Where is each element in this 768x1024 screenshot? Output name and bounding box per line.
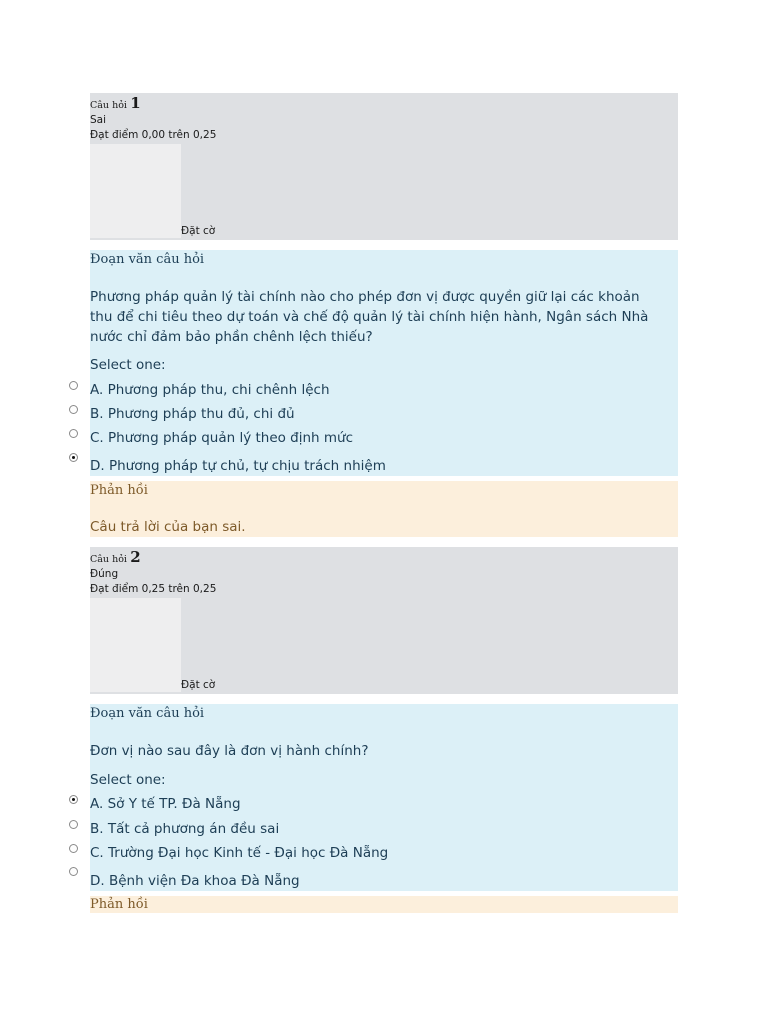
answer-radio-selected[interactable] xyxy=(69,795,78,804)
question-text: Đơn vị nào sau đây là đơn vị hành chính? xyxy=(90,743,369,759)
flag-question-link[interactable]: Đặt cờ xyxy=(181,679,216,691)
question-text-heading: Đoạn văn câu hỏi xyxy=(90,706,205,721)
question-text-heading: Đoạn văn câu hỏi xyxy=(90,252,205,267)
question-formulation-1 xyxy=(90,250,678,476)
select-one-prompt: Select one: xyxy=(90,772,166,788)
answer-radio[interactable] xyxy=(69,844,78,853)
answer-radio[interactable] xyxy=(69,820,78,829)
answer-option[interactable]: D. Phương pháp tự chủ, tự chịu trách nhiệm xyxy=(90,458,386,474)
question-outcome-1 xyxy=(90,481,678,537)
question-state: Sai xyxy=(90,114,107,126)
flag-area xyxy=(90,598,181,692)
flag-question-link[interactable]: Đặt cờ xyxy=(181,225,216,237)
answer-radio[interactable] xyxy=(69,429,78,438)
answer-radio-selected[interactable] xyxy=(69,453,78,462)
question-number: Câu hỏi 1 xyxy=(90,94,141,112)
answer-option[interactable]: C. Phương pháp quản lý theo định mức xyxy=(90,430,354,446)
answer-option[interactable]: B. Phương pháp thu đủ, chi đủ xyxy=(90,406,295,422)
answer-option[interactable]: C. Trường Đại học Kinh tế - Đại học Đà Nẵng xyxy=(90,845,389,861)
feedback-heading: Phản hồi xyxy=(90,483,148,498)
flag-area xyxy=(90,144,181,238)
feedback-heading: Phản hồi xyxy=(90,897,148,912)
select-one-prompt: Select one: xyxy=(90,357,166,373)
question-outcome-2 xyxy=(90,896,678,913)
question-info-1 xyxy=(90,93,678,240)
answer-option[interactable]: D. Bệnh viện Đa khoa Đà Nẵng xyxy=(90,873,300,889)
answer-radio[interactable] xyxy=(69,405,78,414)
question-grade: Đạt điểm 0,25 trên 0,25 xyxy=(90,583,217,595)
question-text: Phương pháp quản lý tài chính nào cho phép đơn vị được quyền giữ lại các khoản thu để chi tiêu theo dự toán và chế độ quản lý tài chính hiện hành, Ngân sách Nhà nước chỉ đảm bảo phần chênh lệch thiếu? xyxy=(90,289,649,345)
answer-option[interactable]: A. Phương pháp thu, chi chênh lệch xyxy=(90,382,330,398)
answer-radio[interactable] xyxy=(69,867,78,876)
question-state: Đúng xyxy=(90,568,119,580)
question-grade: Đạt điểm 0,00 trên 0,25 xyxy=(90,129,217,141)
answer-radio[interactable] xyxy=(69,381,78,390)
question-info-2 xyxy=(90,547,678,694)
answer-option[interactable]: A. Sở Y tế TP. Đà Nẵng xyxy=(90,796,241,812)
question-formulation-2 xyxy=(90,704,678,891)
answer-option[interactable]: B. Tất cả phương án đều sai xyxy=(90,821,280,837)
question-number: Câu hỏi 2 xyxy=(90,548,141,566)
feedback-text: Câu trả lời của bạn sai. xyxy=(90,519,246,535)
